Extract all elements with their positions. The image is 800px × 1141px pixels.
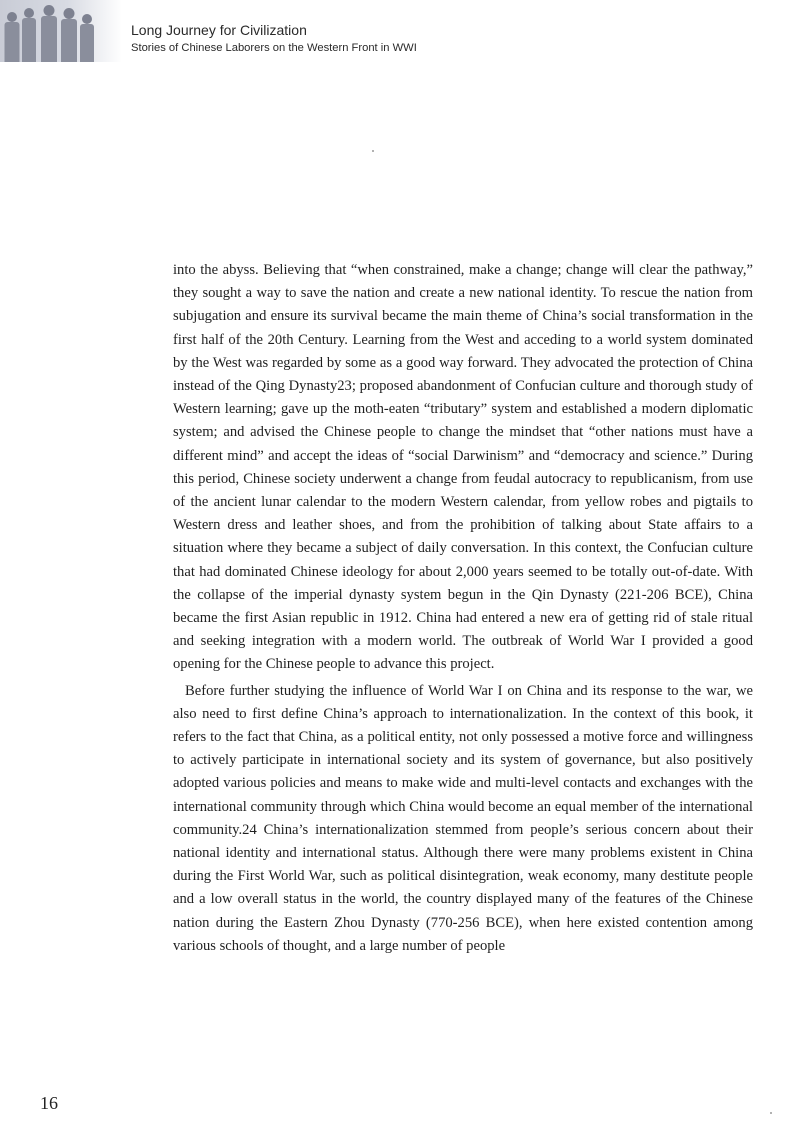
- laborer-figure-icon: [4, 10, 20, 62]
- paragraph: into the abyss. Believing that “when constrained, make a change; change will clear the pathway,” they sought a way to save the nation and create a new national identity. To rescue the nation from subjugation and ensure its survival became the main theme of China’s social transformation in the first half of the 20th Century. Learning from the West and acceding to a world system dominated by the West was regarded by some as a good way forward. They advocated the protection of China instead of the Qing Dynasty23; proposed abandonment of Confucian culture and thorough study of Western learning; gave up the moth-eaten “tributary” system and established a modern diplomatic system; and advised the Chinese people to change the mindset that “other nations must have a different mind” and accept the ideas of “social Darwinism” and “democracy and science.” During this period, Chinese society underwent a change from feudal autocracy to republicanism, from use of the ancient lunar calendar to the modern Western calendar, from yellow robes and pigtails to Western dress and leather shoes, and from the prohibition of talking about State affairs to a situation where they became a subject of daily conversation. In this context, the Confucian culture that had dominated Chinese ideology for about 2,000 years seemed to be totally out-of-date. With the collapse of the imperial dynasty system begun in the Qin Dynasty (221-206 BCE), China became the first Asian republic in 1912. China had entered a new era of getting rid of stale ritual and seeking integration with a modern world. The outbreak of World War I provided a good opening for the Chinese people to advance this project.: [173, 262, 753, 673]
- book-subtitle: Stories of Chinese Laborers on the Western Front in WWI: [131, 42, 417, 54]
- page-number: 16: [40, 1093, 58, 1113]
- header-photo: [0, 0, 122, 62]
- running-header: [131, 22, 417, 55]
- laborer-figure-icon: [21, 6, 37, 62]
- laborer-figure-icon: [40, 4, 58, 62]
- scan-speck: [770, 1112, 772, 1114]
- paragraph: Before further studying the influence of World War I on China and its response to the war, we also need to first define China’s approach to internationalization. In the context of this book, it refers to the fact that China, as a political entity, not only possessed a motive force and willingness to actively participate in international society and its system of governance, but also positively adopted various policies and means to make wide and multi-level contacts and exchanges with the international community through which China would become an equal member of the international community.24 China’s internationalization stemmed from people’s serious concern about their national identity and international status. Although there were many problems existent in China during the First World War, such as political disintegration, weak economy, many destitute people and a low overall status in the world, the country displayed many of the features of the Chinese nation during the Eastern Zhou Dynasty (770-256 BCE), when here existed contention among various schools of thought, and a large number of people: [173, 682, 753, 954]
- laborer-figure-icon: [60, 6, 78, 62]
- book-title: Long Journey for Civilization: [131, 22, 307, 38]
- body-text: [173, 259, 753, 958]
- laborer-figure-icon: [79, 12, 95, 62]
- scan-speck: [372, 150, 374, 152]
